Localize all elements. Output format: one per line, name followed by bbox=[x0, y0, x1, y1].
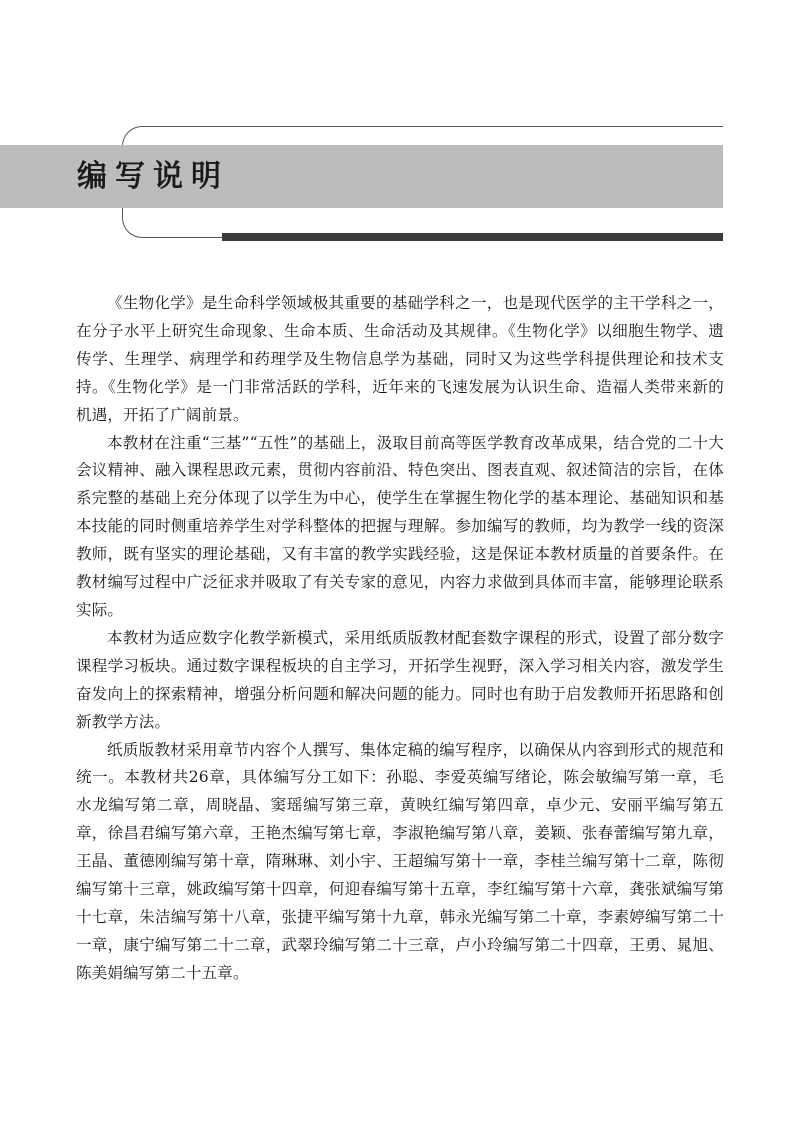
header-underbar bbox=[222, 233, 723, 241]
paragraph-features: 本教材在注重“三基”“五性”的基础上，汲取目前高等医学教育改革成果，结合党的二十大会议精神、融入课程思政元素，贯彻内容前沿、特色突出、图表直观、叙述简洁的宗旨，在体系完整的基础上充分体现了以学生为中心，使学生在掌握生物化学的基本理论、基础知识和基本技能的同时侧重培养学生对学科整体的把握与理解。参加编写的教师，均为教学一线的资深教师，既有坚实的理论基础，又有丰富的教学实践经验，这是保证本教材质量的首要条件。在教材编写过程中广泛征求并吸取了有关专家的意见，内容力求做到具体而丰富，能够理论联系实际。 bbox=[76, 433, 724, 619]
body-text bbox=[76, 290, 724, 988]
paragraph-intro: 《生物化学》是生命科学领域极其重要的基础学科之一，也是现代医学的主干学科之一，在分子水平上研究生命现象、生命本质、生命活动及其规律。《生物化学》以细胞生物学、遗传学、生理学、病理学和药理学及生物信息学为基础，同时又为这些学科提供理论和技术支持。《生物化学》是一门非常活跃的学科，近年来的飞速发展为认识生命、造福人类带来新的机遇，开拓了广阔前景。 bbox=[76, 294, 724, 424]
paragraph-authors: 纸质版教材采用章节内容个人撰写、集体定稿的编写程序，以确保从内容到形式的规范和统一。本教材共26章，具体编写分工如下：孙聪、李爱英编写绪论，陈会敏编写第一章，毛水龙编写第二章，周晓晶、窦瑶编写第三章，黄映红编写第四章，卓少元、安丽平编写第五章，徐昌君编写第六章，王艳杰编写第七章，李淑艳编写第八章，姜颖、张春蕾编写第九章，王晶、董德刚编写第十章，隋琳琳、刘小宇、王超编写第十一章，李桂兰编写第十二章，陈彻编写第十三章，姚政编写第十四章，何迎春编写第十五章，李红编写第十六章，龚张斌编写第十七章，朱洁编写第十八章，张捷平编写第十九章，韩永光编写第二十章，李素婷编写第二十一章，康宁编写第二十二章，武翠玲编写第二十三章，卢小玲编写第二十四章，王勇、晁旭、陈美娟编写第二十五章。 bbox=[76, 740, 724, 982]
paragraph-digital: 本教材为适应数字化教学新模式，采用纸质版教材配套数字课程的形式，设置了部分数字课程学习板块。通过数字课程板块的自主学习，开拓学生视野，深入学习相关内容，激发学生奋发向上的探索精神，增强分析问题和解决问题的能力。同时也有助于启发教师开拓思路和创新教学方法。 bbox=[76, 628, 724, 731]
page-title: 编写说明 bbox=[77, 159, 229, 194]
